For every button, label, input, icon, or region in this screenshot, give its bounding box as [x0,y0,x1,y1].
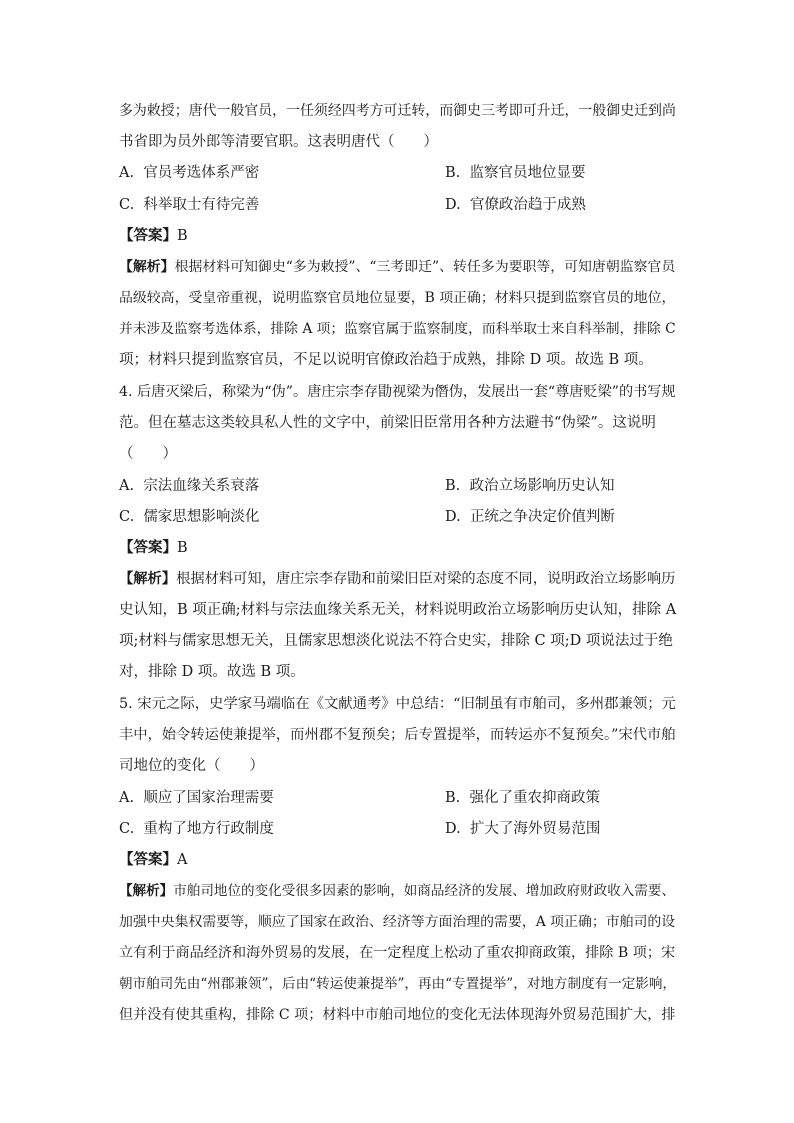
q4-answer [119,538,188,558]
q3-option-c [119,195,259,215]
answer-value: B [177,228,188,244]
option-text: 监察官员地位显要 [469,165,586,181]
analysis-text: 市舶司地位的变化受很多因素的影响，如商品经济的发展、增加政府财政收入需要、 [173,883,676,899]
q3-option-b [445,163,585,183]
answer-tag: 【答案】 [119,852,177,868]
q5-analysis-line-3: 立有利于商品经济和海外贸易的发展，在一定程度上松动了重农抑商政策，排除 B 项；宋 [119,945,676,961]
q4-option-c [119,507,259,527]
q3-answer [119,226,188,246]
option-label: B. [445,790,461,806]
q5-analysis-line-5: 但并没有使其重构，排除 C 项；材料中市舶司地位的变化无法体现海外贸易范围扩大，排 [119,1007,676,1023]
q4-analysis-line-4: 对，排除 D 项。故选 B 项。 [119,664,305,680]
option-label: D. [445,197,461,213]
analysis-tag: 【解析】 [119,883,174,899]
analysis-tag: 【解析】 [119,259,175,275]
option-text: 正统之争决定价值判断 [469,509,615,525]
q5-answer [119,850,187,870]
answer-tag: 【答案】 [119,540,177,556]
answer-value: B [177,540,188,556]
option-label: C. [119,197,135,213]
q4-analysis-line-2: 史认知，B 项正确;材料与宗法血缘关系无关，材料说明政治立场影响历史认知，排除 A [119,602,677,618]
analysis-text: 根据材料可知御史“多为敕授”、“三考即迁”、转任多为要职等，可知唐朝监察官员 [174,259,676,275]
q5-stem-line-3: 司地位的变化（ ） [119,758,264,774]
option-text: 顺应了国家治理需要 [143,790,274,806]
q4-stem-line-2: 范。但在墓志这类较具私人性的文字中，前梁旧臣常用各种方法避书“伪梁”。这说明 [119,415,656,431]
q5-analysis-line-1 [119,881,675,901]
answer-tag: 【答案】 [119,228,177,244]
option-text: 官僚政治趋于成熟 [469,197,586,213]
q3-analysis-line-3: 并未涉及监察考选体系，排除 A 项；监察官属于监察制度，而科举取士来自科举制，排除 C [119,321,676,337]
q5-option-a [119,788,274,808]
option-text: 科举取士有待完善 [143,197,260,213]
q5-option-d [445,819,600,839]
option-text: 政治立场影响历史认知 [469,478,615,494]
option-label: A. [119,165,135,181]
q5-stem-line-2: 丰中，始令转运使兼提举，而州郡不复预矣；后专置提举，而转运亦不复预矣。”宋代市舶 [119,727,676,743]
q5-analysis-line-4: 朝市舶司先由“州郡兼领”，后由“转运使兼提举”，再由“专置提举”，对地方制度有一定影响， [119,976,676,992]
option-label: B. [445,478,461,494]
option-text: 宗法血缘关系衰落 [143,478,260,494]
q4-analysis-line-3: 项;材料与儒家思想无关，且儒家思想淡化说法不符合史实，排除 C 项;D 项说法过于绝 [119,633,673,649]
q3-analysis-line-2: 品级较高，受皇帝重视，说明监察官员地位显要，B 项正确；材料只提到监察官员的地位， [119,290,676,306]
option-text: 强化了重农抑商政策 [469,790,600,806]
q4-analysis-line-1 [119,569,675,589]
option-label: D. [445,509,461,525]
q5-option-b [445,788,600,808]
q4-stem-line-3: （ ） [119,446,177,462]
q4-option-d [445,507,615,527]
q5-stem-line-1: 5. 宋元之际，史学家马端临在《文献通考》中总结：“旧制虽有市舶司，多州郡兼领；元 [119,696,676,712]
option-label: B. [445,165,461,181]
option-label: D. [445,821,461,837]
analysis-tag: 【解析】 [119,571,177,587]
option-label: A. [119,478,135,494]
q3-analysis-line-4: 项；材料只提到监察官员，不足以说明官僚政治趋于成熟，排除 D 项。故选 B 项。 [119,352,653,368]
option-label: C. [119,821,135,837]
q3-stem-line-1: 多为敕授；唐代一般官员，一任须经四考方可迁转，而御史三考即可升迁，一般御史迁到尚 [119,103,676,119]
q4-option-b [445,476,614,496]
q4-option-a [119,476,259,496]
q3-option-a [119,163,259,183]
analysis-text: 根据材料可知，唐庄宗李存勖和前梁旧臣对梁的态度不同，说明政治立场影响历 [176,571,676,587]
option-text: 扩大了海外贸易范围 [469,821,601,837]
option-text: 儒家思想影响淡化 [143,509,260,525]
option-label: C. [119,509,135,525]
q4-stem-line-1: 4. 后唐灭梁后，称梁为“伪”。唐庄宗李存勖视梁为僭伪，发展出一套“尊唐贬梁”的书写规 [119,384,676,400]
q3-option-d [445,195,586,215]
q5-analysis-line-2: 加强中央集权需要等，顺应了国家在政治、经济等方面治理的需要，A 项正确；市舶司的设 [119,914,676,930]
option-label: A. [119,790,135,806]
q3-stem-line-2: 书省即为员外郎等清要官职。这表明唐代（ ） [119,134,438,150]
q3-analysis-line-1 [119,257,675,277]
option-text: 重构了地方行政制度 [143,821,274,837]
answer-value: A [177,852,188,868]
q5-option-c [119,819,274,839]
option-text: 官员考选体系严密 [143,165,260,181]
